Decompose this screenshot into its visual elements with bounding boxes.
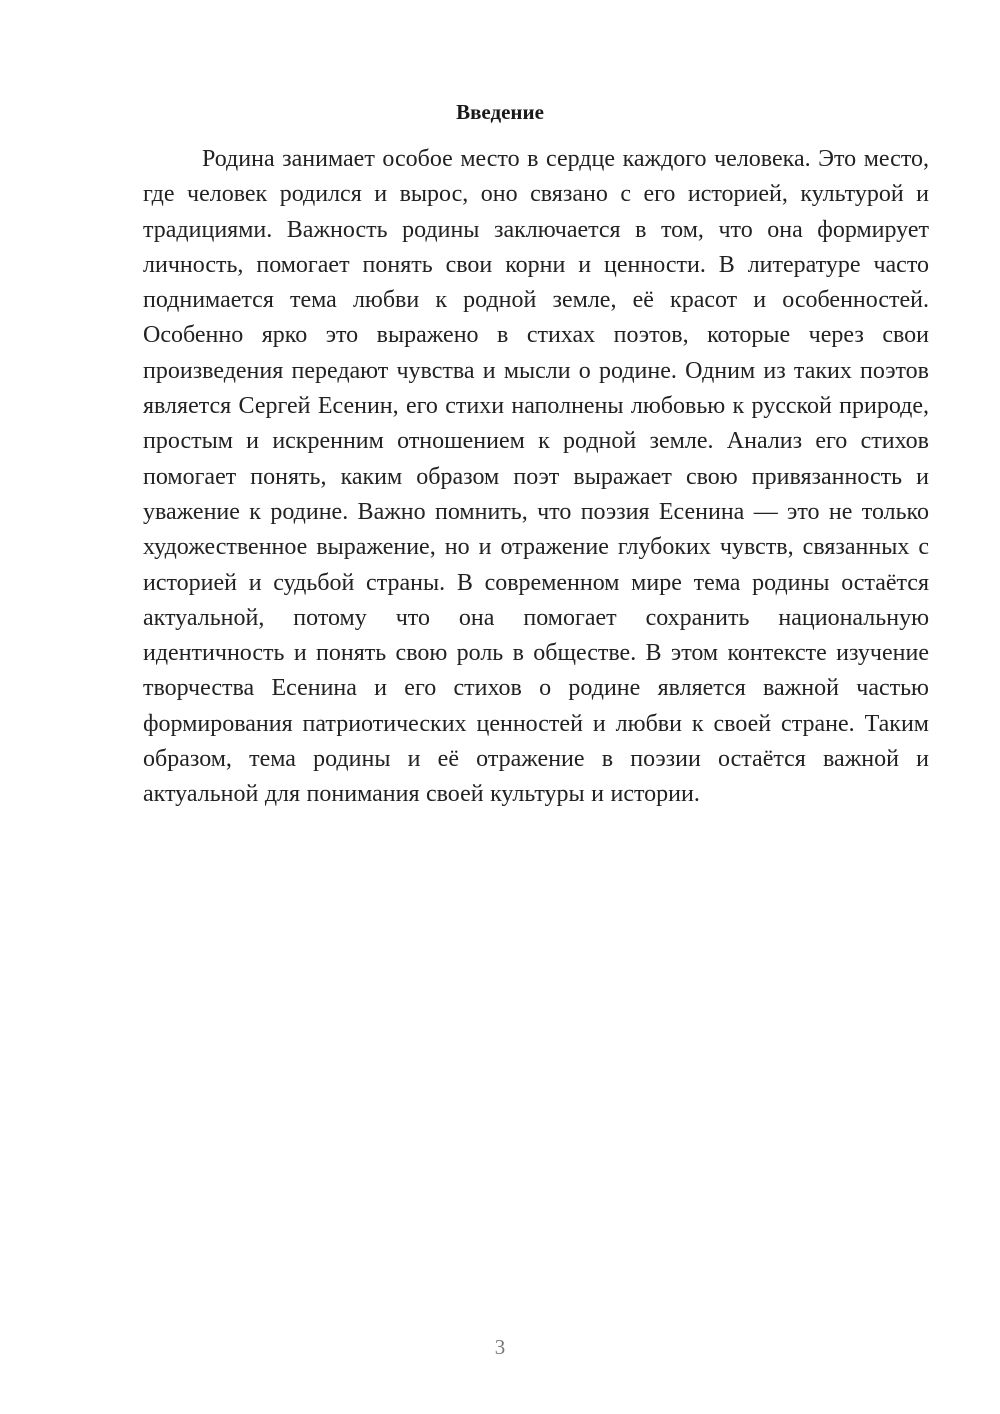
introduction-paragraph: Родина занимает особое место в сердце каждого человека. Это место, где человек родился и вырос, оно связано с его историей, культурой и традициями. Важность родины заключается в том, что она формирует личность, помогает понять свои корни и ценности. В литературе часто поднимается тема любви к родной земле, её красот и особенностей. Особенно ярко это выражено в стихах поэтов, которые через свои произведения передают чувства и мысли о родине. Одним из таких поэтов является Сергей Есенин, его стихи наполнены любовью к русской природе, простым и искренним отношением к родной земле. Анализ его стихов помогает понять, каким образом поэт выражает свою привязанность и уважение к родине. Важно помнить, что поэзия Есенина — это не только художественное выражение, но и отражение глубоких чувств, связанных с историей и судьбой страны. В современном мире тема родины остаётся актуальной, потому что она помогает сохранить национальную идентичность и понять свою роль в обществе. В этом контексте изучение творчества Есенина и его стихов о родине является важной частью формирования патриотических ценностей и любви к своей стране. Таким образом, тема родины и её отражение в поэзии остаётся важной и актуальной для понимания своей культуры и истории.: [143, 146, 929, 808]
page-number: 3: [494, 1335, 506, 1359]
section-heading: Введение: [456, 100, 544, 124]
